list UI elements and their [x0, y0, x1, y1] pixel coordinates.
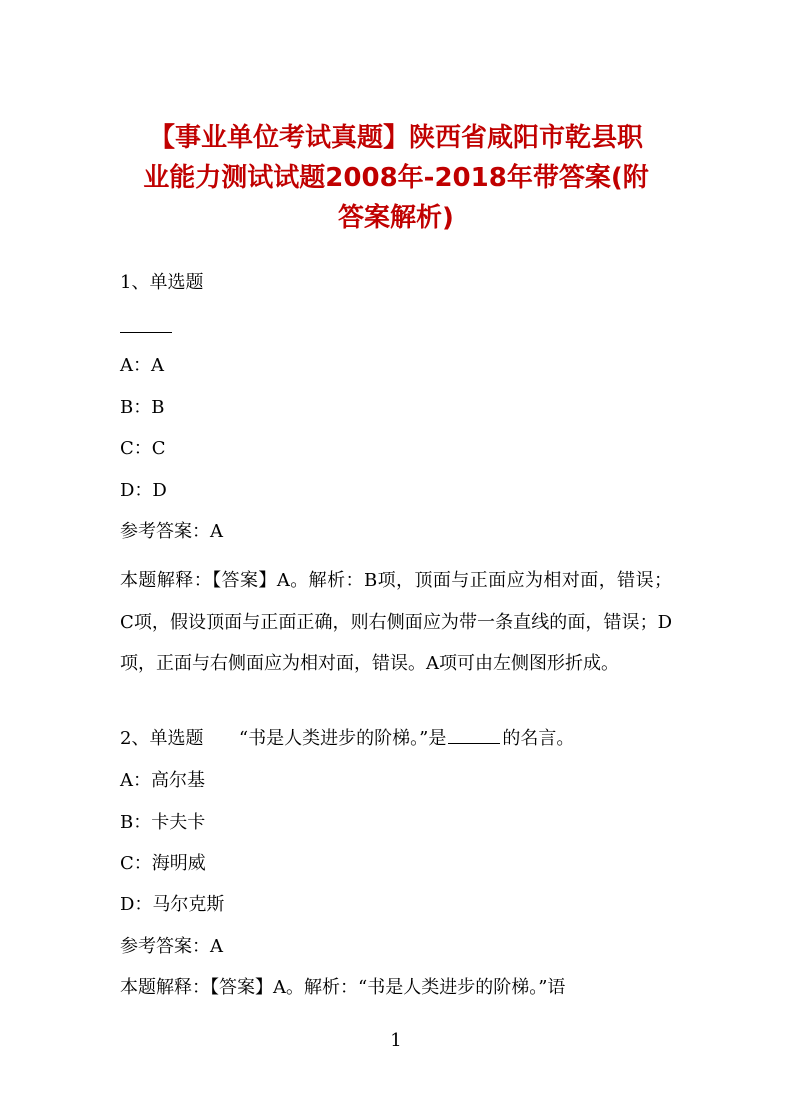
- q1-option-c: C：C: [120, 438, 166, 459]
- q2-stem-blank: [448, 743, 500, 744]
- q2-stem-after: 的名言。: [502, 728, 575, 749]
- page-number: 1: [390, 1030, 402, 1051]
- q1-explanation: 本题解释：【答案】A。解析：B项，顶面与正面应为相对面，错误；C项，假设顶面与正面正确，则右侧面应为带一条直线的面，错误；D项，正面与右侧面应为相对面，错误。A项可由左侧图形折成。: [120, 570, 672, 674]
- q1-header: 1、单选题: [120, 272, 204, 293]
- q1-option-d: D：D: [120, 480, 167, 501]
- q2-answer: 参考答案：A: [120, 936, 223, 957]
- q2-option-d: D：马尔克斯: [120, 894, 225, 915]
- q2-option-a: A：高尔基: [120, 770, 205, 791]
- q2-question: [120, 726, 574, 752]
- document-title: [100, 118, 692, 238]
- q2-option-c: C：海明威: [120, 853, 206, 874]
- q1-stem-blank: [120, 332, 172, 333]
- q2-option-b: B：卡夫卡: [120, 812, 206, 833]
- q2-header: 2、单选题: [120, 728, 204, 749]
- q1-option-a: A：A: [120, 355, 164, 376]
- q1-option-b: B：B: [120, 397, 165, 418]
- title-line-1: 【事业单位考试真题】陕西省咸阳市乾县职: [148, 123, 643, 153]
- q2-explanation: 本题解释：【答案】A。解析：“书是人类进步的阶梯。”语: [120, 977, 566, 998]
- title-line-2: 业能力测试试题2008年-2018年带答案(附: [143, 163, 649, 193]
- title-line-3: 答案解析): [338, 203, 454, 233]
- q1-answer: 参考答案：A: [120, 521, 223, 542]
- q2-stem-before: “书是人类进步的阶梯。”是: [238, 728, 447, 749]
